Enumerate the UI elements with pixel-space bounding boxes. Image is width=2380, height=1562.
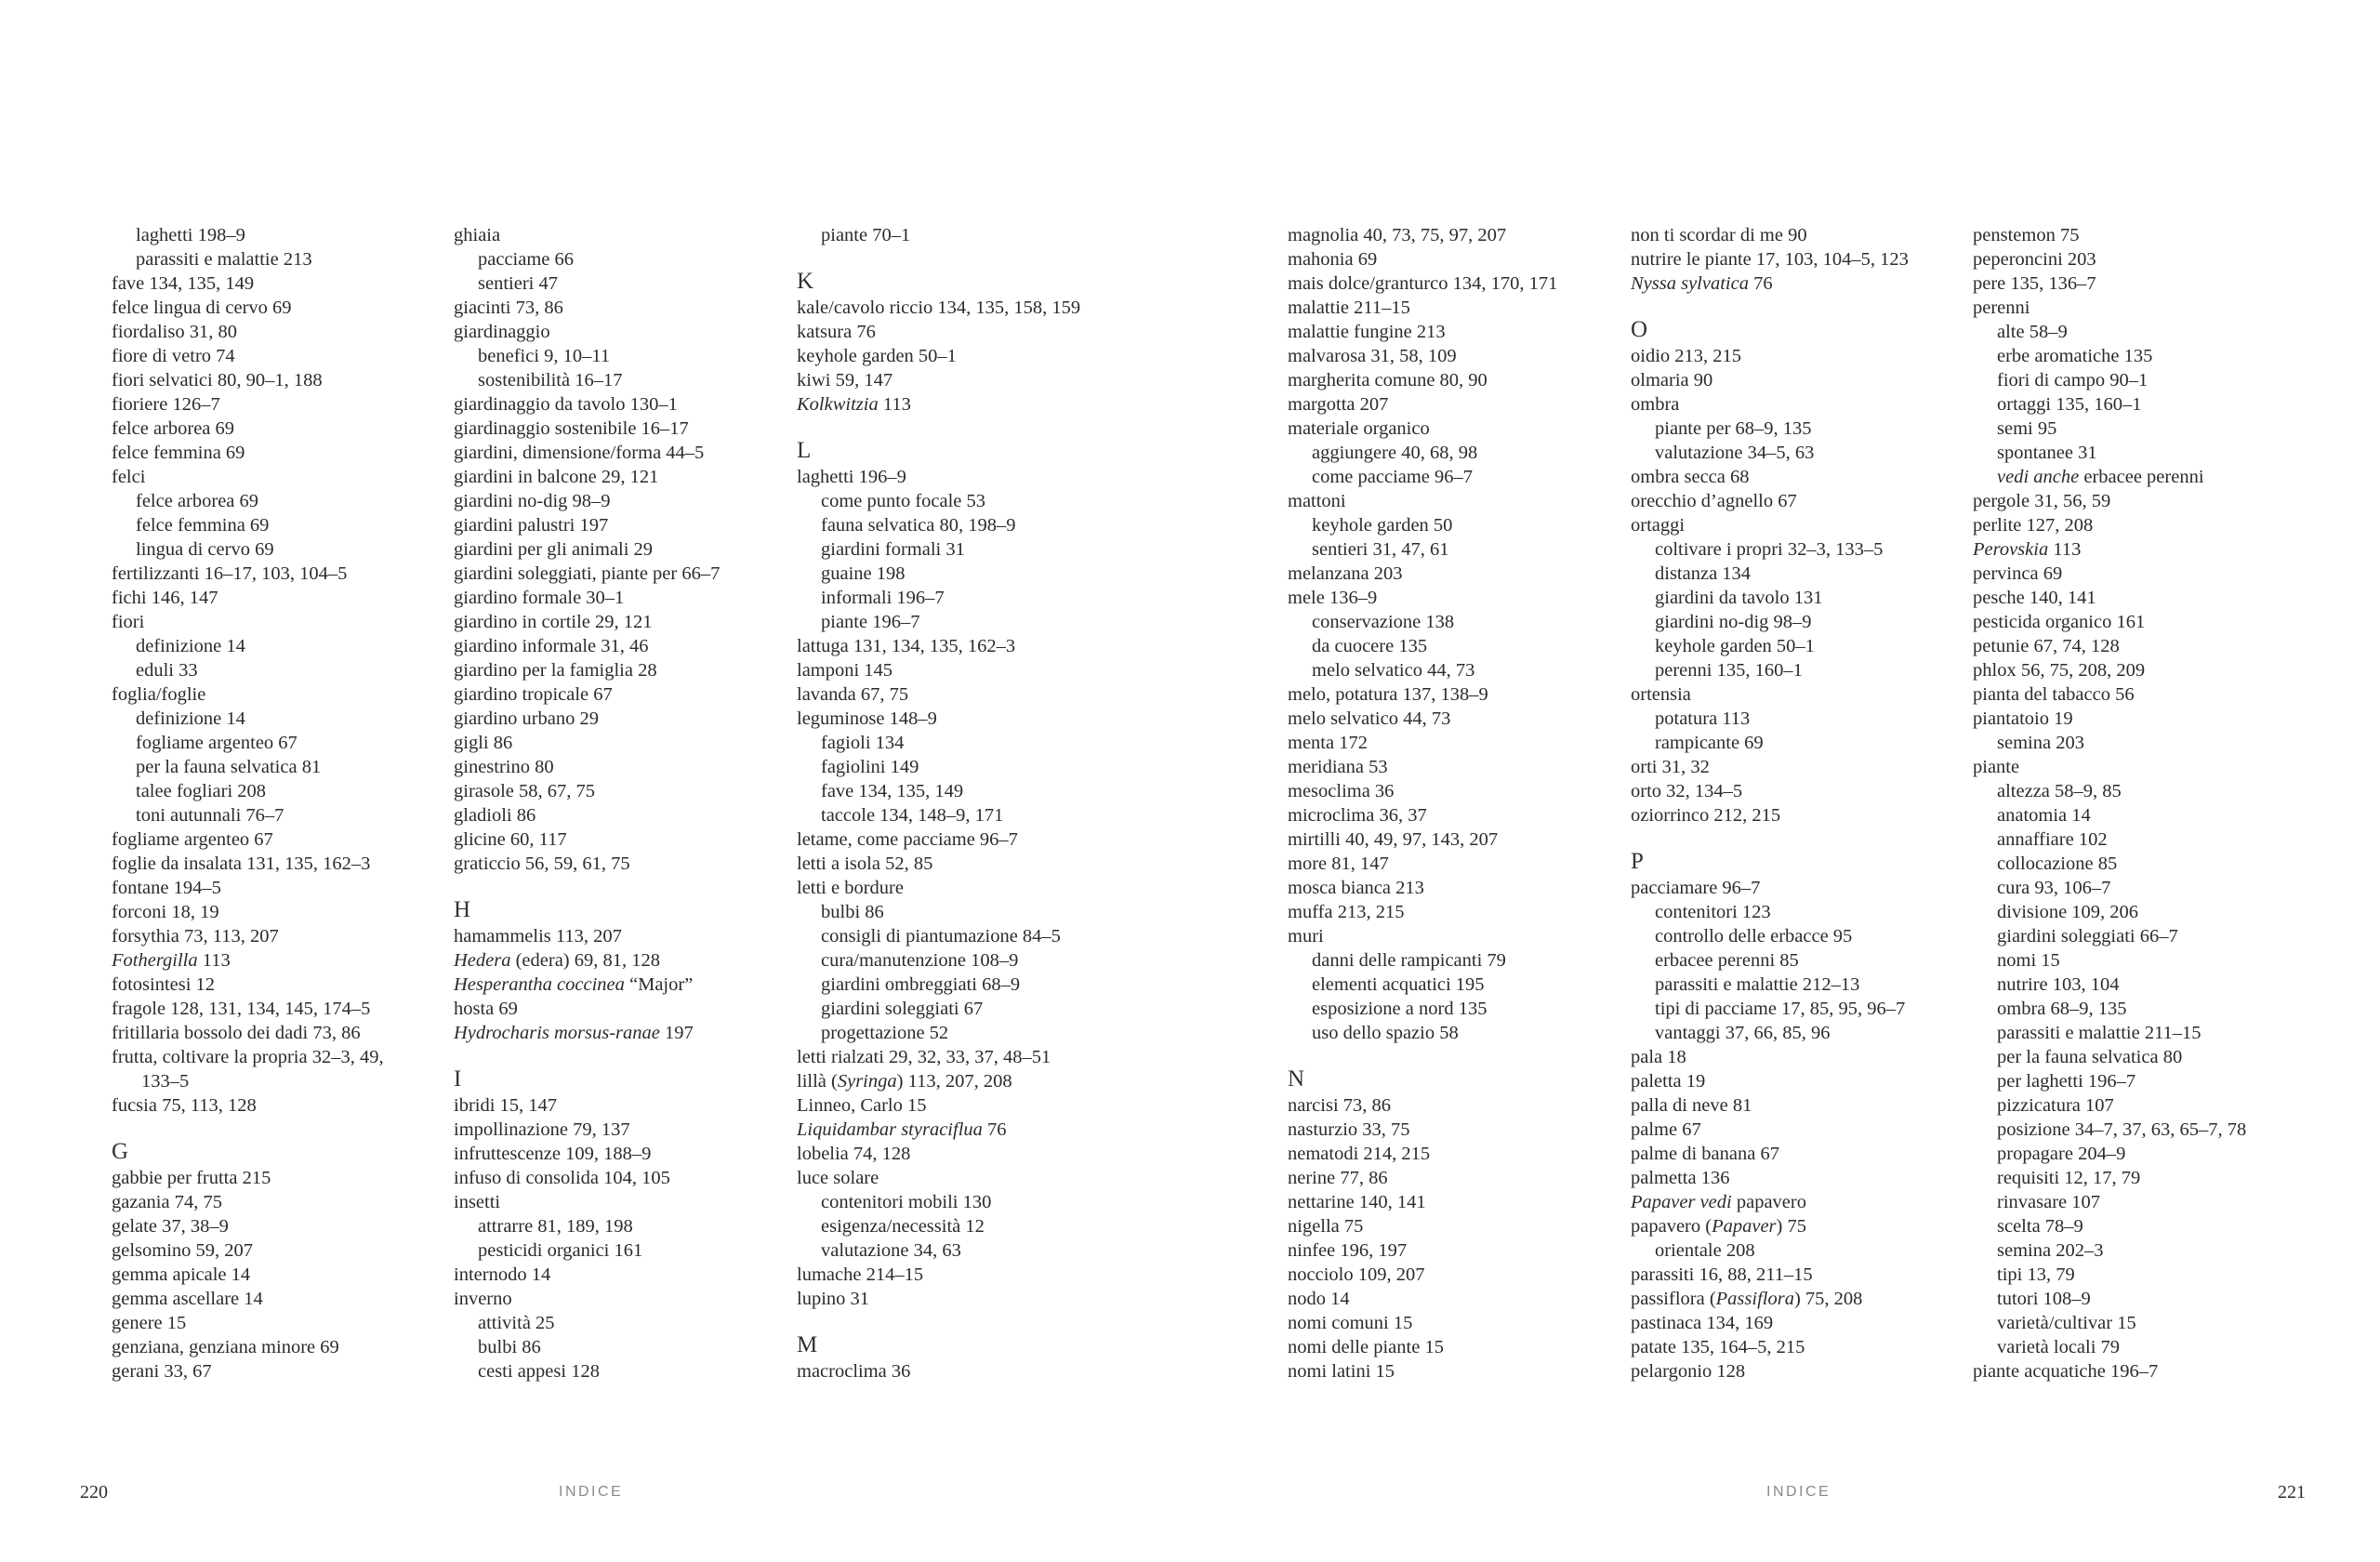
index-subentry: parassiti e malattie 212–13 bbox=[1655, 974, 1860, 995]
section-letter: G bbox=[112, 1139, 129, 1164]
index-subentry: orientale 208 bbox=[1655, 1240, 1755, 1261]
index-entry: fritillaria bossolo dei dadi 73, 86 bbox=[112, 1023, 361, 1043]
index-entry: giardini in balcone 29, 121 bbox=[454, 467, 659, 487]
index-entry: paletta 19 bbox=[1631, 1071, 1706, 1092]
index-entry: lavanda 67, 75 bbox=[797, 684, 909, 705]
section-gap bbox=[454, 876, 774, 896]
index-entry: felce arborea 69 bbox=[112, 418, 235, 439]
index-entry: fotosintesi 12 bbox=[112, 974, 216, 995]
index-entry: fioriere 126–7 bbox=[112, 394, 220, 415]
index-subentry: distanza 134 bbox=[1655, 563, 1752, 584]
index-entry: oidio 213, 215 bbox=[1631, 346, 1742, 366]
index-subentry: sentieri 47 bbox=[478, 273, 558, 294]
index-entry: letti rialzati 29, 32, 33, 37, 48–51 bbox=[797, 1047, 1051, 1067]
section-gap bbox=[797, 417, 1117, 437]
index-subentry: erbe aromatiche 135 bbox=[1997, 346, 2153, 366]
index-subentry: eduli 33 bbox=[136, 660, 198, 681]
index-subentry: rinvasare 107 bbox=[1997, 1192, 2100, 1212]
index-entry: giardinaggio bbox=[454, 322, 550, 342]
index-entry: ortaggi bbox=[1631, 515, 1686, 536]
page-number-left: 220 bbox=[80, 1482, 108, 1502]
index-subentry: varietà locali 79 bbox=[1997, 1337, 2121, 1357]
index-entry: mesoclima 36 bbox=[1288, 781, 1395, 801]
index-entry: genziana, genziana minore 69 bbox=[112, 1337, 339, 1357]
index-subentry: 133–5 bbox=[141, 1071, 190, 1092]
index-entry: orecchio d’agnello 67 bbox=[1631, 491, 1797, 511]
index-subentry: come punto focale 53 bbox=[821, 491, 986, 511]
index-entry: malattie 211–15 bbox=[1288, 298, 1410, 318]
index-subentry: fauna selvatica 80, 198–9 bbox=[821, 515, 1016, 536]
index-entry: nutrire le piante 17, 103, 104–5, 123 bbox=[1631, 249, 1909, 270]
index-subentry: collocazione 85 bbox=[1997, 854, 2118, 874]
index-entry: narcisi 73, 86 bbox=[1288, 1095, 1392, 1116]
index-entry: Hedera (edera) 69, 81, 128 bbox=[454, 950, 661, 971]
index-entry: papavero (Papaver) 75 bbox=[1631, 1216, 1806, 1237]
index-entry: mirtilli 40, 49, 97, 143, 207 bbox=[1288, 829, 1499, 850]
index-subentry: ortaggi 135, 160–1 bbox=[1997, 394, 2142, 415]
index-entry: pervinca 69 bbox=[1973, 563, 2063, 584]
index-entry: lumache 214–15 bbox=[797, 1264, 924, 1285]
index-subentry: toni autunnali 76–7 bbox=[136, 805, 284, 826]
index-subentry: parassiti e malattie 211–15 bbox=[1997, 1023, 2202, 1043]
index-entry: mele 136–9 bbox=[1288, 588, 1378, 608]
index-entry: frutta, coltivare la propria 32–3, 49, bbox=[112, 1047, 384, 1067]
index-entry: laghetti 196–9 bbox=[797, 467, 906, 487]
section-gap bbox=[797, 1311, 1117, 1331]
index-subentry: bulbi 86 bbox=[478, 1337, 541, 1357]
index-subentry: bulbi 86 bbox=[821, 902, 884, 922]
index-entry: peperoncini 203 bbox=[1973, 249, 2096, 270]
index-entry: felci bbox=[112, 467, 146, 487]
index-entry: kiwi 59, 147 bbox=[797, 370, 893, 390]
index-subentry: alte 58–9 bbox=[1997, 322, 2068, 342]
index-entry: gemma apicale 14 bbox=[112, 1264, 251, 1285]
index-entry: petunie 67, 74, 128 bbox=[1973, 636, 2120, 656]
index-entry: lillà (Syringa) 113, 207, 208 bbox=[797, 1071, 1012, 1092]
index-subentry: contenitori mobili 130 bbox=[821, 1192, 992, 1212]
index-entry: foglia/foglie bbox=[112, 684, 206, 705]
index-subentry: fogliame argenteo 67 bbox=[136, 733, 298, 753]
index-entry: inverno bbox=[454, 1289, 512, 1309]
index-entry: penstemon 75 bbox=[1973, 225, 2080, 245]
index-entry: nomi latini 15 bbox=[1288, 1361, 1395, 1382]
index-subentry: valutazione 34, 63 bbox=[821, 1240, 961, 1261]
index-subentry: felce femmina 69 bbox=[136, 515, 270, 536]
index-entry: mahonia 69 bbox=[1288, 249, 1378, 270]
index-entry: Hydrocharis morsus-ranae 197 bbox=[454, 1023, 694, 1043]
index-subentry: esigenza/necessità 12 bbox=[821, 1216, 985, 1237]
index-subentry: guaine 198 bbox=[821, 563, 906, 584]
index-subentry: fagiolini 149 bbox=[821, 757, 919, 777]
index-subentry: come pacciame 96–7 bbox=[1312, 467, 1474, 487]
index-subentry: annaffiare 102 bbox=[1997, 829, 2108, 850]
index-subentry: uso dello spazio 58 bbox=[1312, 1023, 1459, 1043]
index-entry: patate 135, 164–5, 215 bbox=[1631, 1337, 1805, 1357]
index-subentry: consigli di piantumazione 84–5 bbox=[821, 926, 1061, 946]
index-subentry: per la fauna selvatica 81 bbox=[136, 757, 322, 777]
index-subentry: tipi 13, 79 bbox=[1997, 1264, 2075, 1285]
index-column-4 bbox=[1288, 223, 1608, 1383]
index-entry: girasole 58, 67, 75 bbox=[454, 781, 596, 801]
index-subentry: ombra 68–9, 135 bbox=[1997, 999, 2127, 1019]
section-gap bbox=[1631, 827, 1951, 848]
index-entry: pesche 140, 141 bbox=[1973, 588, 2096, 608]
index-entry: palla di neve 81 bbox=[1631, 1095, 1752, 1116]
index-subentry: vantaggi 37, 66, 85, 96 bbox=[1655, 1023, 1831, 1043]
index-entry: giardino in cortile 29, 121 bbox=[454, 612, 653, 632]
index-subentry: piante 196–7 bbox=[821, 612, 920, 632]
index-entry: giardini palustri 197 bbox=[454, 515, 609, 536]
index-entry: luce solare bbox=[797, 1168, 879, 1188]
index-subentry: per la fauna selvatica 80 bbox=[1997, 1047, 2183, 1067]
index-entry: orti 31, 32 bbox=[1631, 757, 1710, 777]
section-letter: P bbox=[1631, 849, 1644, 874]
index-subentry: progettazione 52 bbox=[821, 1023, 949, 1043]
index-entry: materiale organico bbox=[1288, 418, 1430, 439]
index-entry: glicine 60, 117 bbox=[454, 829, 567, 850]
index-subentry: giardini formali 31 bbox=[821, 539, 965, 560]
index-entry: more 81, 147 bbox=[1288, 854, 1389, 874]
index-subentry: benefici 9, 10–11 bbox=[478, 346, 611, 366]
index-subentry: giardini soleggiati 67 bbox=[821, 999, 984, 1019]
index-entry: passiflora (Passiflora) 75, 208 bbox=[1631, 1289, 1863, 1309]
index-column-1 bbox=[112, 223, 432, 1383]
index-subentry: lingua di cervo 69 bbox=[136, 539, 274, 560]
index-subentry: altezza 58–9, 85 bbox=[1997, 781, 2122, 801]
index-entry: margotta 207 bbox=[1288, 394, 1389, 415]
running-head-left: INDICE bbox=[559, 1484, 624, 1500]
index-subentry: pizzicatura 107 bbox=[1997, 1095, 2114, 1116]
index-subentry: vedi anche erbacee perenni bbox=[1997, 467, 2204, 487]
index-entry: nerine 77, 86 bbox=[1288, 1168, 1388, 1188]
index-entry: Perovskia 113 bbox=[1973, 539, 2082, 560]
index-entry: fave 134, 135, 149 bbox=[112, 273, 255, 294]
index-entry: internodo 14 bbox=[454, 1264, 551, 1285]
index-entry: mosca bianca 213 bbox=[1288, 878, 1424, 898]
index-subentry: laghetti 198–9 bbox=[136, 225, 245, 245]
index-subentry: definizione 14 bbox=[136, 708, 245, 729]
section-letter: M bbox=[797, 1332, 818, 1357]
index-entry: nematodi 214, 215 bbox=[1288, 1144, 1431, 1164]
index-entry: Hesperantha coccinea “Major” bbox=[454, 974, 694, 995]
index-subentry: keyhole garden 50–1 bbox=[1655, 636, 1815, 656]
index-entry: perlite 127, 208 bbox=[1973, 515, 2094, 536]
index-entry: microclima 36, 37 bbox=[1288, 805, 1427, 826]
section-gap bbox=[1631, 296, 1951, 316]
index-subentry: scelta 78–9 bbox=[1997, 1216, 2083, 1237]
index-subentry: tutori 108–9 bbox=[1997, 1289, 2091, 1309]
index-entry: ortensia bbox=[1631, 684, 1691, 705]
index-entry: muri bbox=[1288, 926, 1324, 946]
index-subentry: piante per 68–9, 135 bbox=[1655, 418, 1812, 439]
index-entry: nodo 14 bbox=[1288, 1289, 1350, 1309]
index-entry: ibridi 15, 147 bbox=[454, 1095, 558, 1116]
index-entry: genere 15 bbox=[112, 1313, 187, 1333]
index-subentry: potatura 113 bbox=[1655, 708, 1751, 729]
index-subentry: propagare 204–9 bbox=[1997, 1144, 2126, 1164]
index-entry: leguminose 148–9 bbox=[797, 708, 937, 729]
index-entry: forsythia 73, 113, 207 bbox=[112, 926, 279, 946]
index-subentry: semi 95 bbox=[1997, 418, 2057, 439]
index-entry: lattuga 131, 134, 135, 162–3 bbox=[797, 636, 1016, 656]
index-subentry: definizione 14 bbox=[136, 636, 245, 656]
index-subentry: semina 203 bbox=[1997, 733, 2084, 753]
index-subentry: elementi acquatici 195 bbox=[1312, 974, 1485, 995]
index-subentry: spontanee 31 bbox=[1997, 443, 2097, 463]
index-entry: orto 32, 134–5 bbox=[1631, 781, 1743, 801]
index-subentry: cura/manutenzione 108–9 bbox=[821, 950, 1019, 971]
index-entry: fucsia 75, 113, 128 bbox=[112, 1095, 257, 1116]
index-subentry: controllo delle erbacce 95 bbox=[1655, 926, 1853, 946]
index-entry: gabbie per frutta 215 bbox=[112, 1168, 271, 1188]
index-column-5 bbox=[1631, 223, 1951, 1383]
index-subentry: sostenibilità 16–17 bbox=[478, 370, 623, 390]
index-subentry: talee fogliari 208 bbox=[136, 781, 267, 801]
section-letter: N bbox=[1288, 1066, 1305, 1092]
index-entry: pastinaca 134, 169 bbox=[1631, 1313, 1774, 1333]
index-entry: graticcio 56, 59, 61, 75 bbox=[454, 854, 630, 874]
index-entry: mais dolce/granturco 134, 170, 171 bbox=[1288, 273, 1558, 294]
index-entry: Nyssa sylvatica 76 bbox=[1631, 273, 1773, 294]
index-subentry: pesticidi organici 161 bbox=[478, 1240, 643, 1261]
index-subentry: cesti appesi 128 bbox=[478, 1361, 600, 1382]
index-entry: giardino per la famiglia 28 bbox=[454, 660, 657, 681]
index-subentry: sentieri 31, 47, 61 bbox=[1312, 539, 1449, 560]
index-entry: fichi 146, 147 bbox=[112, 588, 218, 608]
section-gap bbox=[797, 247, 1117, 268]
index-entry: katsura 76 bbox=[797, 322, 876, 342]
index-entry: fiore di vetro 74 bbox=[112, 346, 235, 366]
index-entry: lamponi 145 bbox=[797, 660, 893, 681]
index-entry: nomi comuni 15 bbox=[1288, 1313, 1413, 1333]
index-entry: keyhole garden 50–1 bbox=[797, 346, 957, 366]
index-entry: gemma ascellare 14 bbox=[112, 1289, 263, 1309]
page-number-right: 221 bbox=[2278, 1482, 2306, 1502]
index-entry: giardini no-dig 98–9 bbox=[454, 491, 611, 511]
index-entry: menta 172 bbox=[1288, 733, 1368, 753]
index-column-2 bbox=[454, 223, 774, 1383]
index-entry: nigella 75 bbox=[1288, 1216, 1364, 1237]
index-entry: Liquidambar styraciflua 76 bbox=[797, 1119, 1007, 1140]
index-entry: oziorrinco 212, 215 bbox=[1631, 805, 1781, 826]
index-entry: ombra secca 68 bbox=[1631, 467, 1750, 487]
index-entry: fiordaliso 31, 80 bbox=[112, 322, 237, 342]
index-subentry: requisiti 12, 17, 79 bbox=[1997, 1168, 2141, 1188]
index-subentry: felce arborea 69 bbox=[136, 491, 259, 511]
index-entry: piante bbox=[1973, 757, 2020, 777]
index-subentry: pacciame 66 bbox=[478, 249, 575, 270]
index-entry: melanzana 203 bbox=[1288, 563, 1403, 584]
index-subentry: cura 93, 106–7 bbox=[1997, 878, 2111, 898]
index-entry: fontane 194–5 bbox=[112, 878, 221, 898]
index-subentry: varietà/cultivar 15 bbox=[1997, 1313, 2136, 1333]
index-entry: nomi delle piante 15 bbox=[1288, 1337, 1444, 1357]
index-subentry: fiori di campo 90–1 bbox=[1997, 370, 2149, 390]
index-subentry: tipi di pacciame 17, 85, 95, 96–7 bbox=[1655, 999, 1906, 1019]
index-subentry: giardini soleggiati 66–7 bbox=[1997, 926, 2178, 946]
index-entry: fragole 128, 131, 134, 145, 174–5 bbox=[112, 999, 371, 1019]
section-letter: K bbox=[797, 269, 814, 294]
index-subentry: keyhole garden 50 bbox=[1312, 515, 1453, 536]
index-entry: gazania 74, 75 bbox=[112, 1192, 222, 1212]
index-subentry: rampicante 69 bbox=[1655, 733, 1764, 753]
index-subentry: anatomia 14 bbox=[1997, 805, 2091, 826]
index-entry: Fothergilla 113 bbox=[112, 950, 231, 971]
index-entry: piante acquatiche 196–7 bbox=[1973, 1361, 2159, 1382]
section-gap bbox=[1288, 1045, 1608, 1066]
index-subentry: danni delle rampicanti 79 bbox=[1312, 950, 1506, 971]
running-head-right: INDICE bbox=[1766, 1484, 1831, 1500]
index-subentry: semina 202–3 bbox=[1997, 1240, 2104, 1261]
section-letter: I bbox=[454, 1066, 462, 1092]
index-entry: nettarine 140, 141 bbox=[1288, 1192, 1426, 1212]
index-subentry: nutrire 103, 104 bbox=[1997, 974, 2120, 995]
index-entry: piantatoio 19 bbox=[1973, 708, 2073, 729]
index-entry: giardino urbano 29 bbox=[454, 708, 599, 729]
index-entry: ninfee 196, 197 bbox=[1288, 1240, 1408, 1261]
index-entry: letti a isola 52, 85 bbox=[797, 854, 933, 874]
index-entry: muffa 213, 215 bbox=[1288, 902, 1405, 922]
index-subentry: attrarre 81, 189, 198 bbox=[478, 1216, 633, 1237]
index-subentry: piante 70–1 bbox=[821, 225, 911, 245]
index-entry: pere 135, 136–7 bbox=[1973, 273, 2096, 294]
index-entry: kale/cavolo riccio 134, 135, 158, 159 bbox=[797, 298, 1081, 318]
index-entry: infuso di consolida 104, 105 bbox=[454, 1168, 670, 1188]
index-entry: non ti scordar di me 90 bbox=[1631, 225, 1807, 245]
index-entry: Papaver vedi papavero bbox=[1631, 1192, 1806, 1212]
index-subentry: fagioli 134 bbox=[821, 733, 905, 753]
index-entry: infruttescenze 109, 188–9 bbox=[454, 1144, 652, 1164]
index-entry: ghiaia bbox=[454, 225, 501, 245]
index-subentry: erbacee perenni 85 bbox=[1655, 950, 1799, 971]
right-page bbox=[1190, 0, 2380, 1562]
index-entry: fiori selvatici 80, 90–1, 188 bbox=[112, 370, 323, 390]
index-subentry: giardini ombreggiati 68–9 bbox=[821, 974, 1021, 995]
index-entry: pergole 31, 56, 59 bbox=[1973, 491, 2111, 511]
index-entry: perenni bbox=[1973, 298, 2030, 318]
index-entry: gelsomino 59, 207 bbox=[112, 1240, 254, 1261]
index-subentry: conservazione 138 bbox=[1312, 612, 1455, 632]
index-entry: impollinazione 79, 137 bbox=[454, 1119, 630, 1140]
section-gap bbox=[454, 1045, 774, 1066]
index-entry: giacinti 73, 86 bbox=[454, 298, 563, 318]
index-subentry: da cuocere 135 bbox=[1312, 636, 1428, 656]
index-entry: ombra bbox=[1631, 394, 1680, 415]
index-entry: giardinaggio da tavolo 130–1 bbox=[454, 394, 678, 415]
index-entry: gladioli 86 bbox=[454, 805, 536, 826]
index-subentry: perenni 135, 160–1 bbox=[1655, 660, 1803, 681]
section-gap bbox=[112, 1118, 432, 1138]
index-entry: giardinaggio sostenibile 16–17 bbox=[454, 418, 689, 439]
section-letter: O bbox=[1631, 317, 1648, 342]
index-entry: letti e bordure bbox=[797, 878, 904, 898]
index-entry: melo, potatura 137, 138–9 bbox=[1288, 684, 1488, 705]
index-entry: palmetta 136 bbox=[1631, 1168, 1730, 1188]
index-entry: hosta 69 bbox=[454, 999, 518, 1019]
index-entry: palme 67 bbox=[1631, 1119, 1701, 1140]
index-entry: melo selvatico 44, 73 bbox=[1288, 708, 1451, 729]
index-subentry: melo selvatico 44, 73 bbox=[1312, 660, 1475, 681]
index-entry: giardino informale 31, 46 bbox=[454, 636, 649, 656]
index-entry: giardino formale 30–1 bbox=[454, 588, 625, 608]
index-entry: felce lingua di cervo 69 bbox=[112, 298, 292, 318]
index-subentry: taccole 134, 148–9, 171 bbox=[821, 805, 1004, 826]
index-entry: letame, come pacciame 96–7 bbox=[797, 829, 1018, 850]
index-entry: lobelia 74, 128 bbox=[797, 1144, 911, 1164]
index-entry: margherita comune 80, 90 bbox=[1288, 370, 1488, 390]
index-entry: pacciamare 96–7 bbox=[1631, 878, 1761, 898]
index-subentry: fave 134, 135, 149 bbox=[821, 781, 964, 801]
index-subentry: giardini no-dig 98–9 bbox=[1655, 612, 1812, 632]
index-entry: fertilizzanti 16–17, 103, 104–5 bbox=[112, 563, 348, 584]
index-entry: malvarosa 31, 58, 109 bbox=[1288, 346, 1457, 366]
index-entry: giardini soleggiati, piante per 66–7 bbox=[454, 563, 721, 584]
index-subentry: parassiti e malattie 213 bbox=[136, 249, 312, 270]
index-entry: macroclima 36 bbox=[797, 1361, 911, 1382]
index-entry: fogliame argenteo 67 bbox=[112, 829, 273, 850]
index-entry: Kolkwitzia 113 bbox=[797, 394, 911, 415]
index-entry: foglie da insalata 131, 135, 162–3 bbox=[112, 854, 371, 874]
index-entry: fiori bbox=[112, 612, 145, 632]
index-column-6 bbox=[1973, 223, 2294, 1383]
index-subentry: contenitori 123 bbox=[1655, 902, 1771, 922]
index-entry: giardini per gli animali 29 bbox=[454, 539, 654, 560]
index-entry: Linneo, Carlo 15 bbox=[797, 1095, 927, 1116]
index-entry: hamammelis 113, 207 bbox=[454, 926, 622, 946]
index-entry: lupino 31 bbox=[797, 1289, 870, 1309]
index-entry: nasturzio 33, 75 bbox=[1288, 1119, 1410, 1140]
index-entry: giardini, dimensione/forma 44–5 bbox=[454, 443, 705, 463]
index-subentry: attività 25 bbox=[478, 1313, 555, 1333]
index-entry: gerani 33, 67 bbox=[112, 1361, 212, 1382]
index-entry: malattie fungine 213 bbox=[1288, 322, 1446, 342]
index-entry: parassiti 16, 88, 211–15 bbox=[1631, 1264, 1813, 1285]
index-entry: forconi 18, 19 bbox=[112, 902, 219, 922]
index-column-3 bbox=[797, 223, 1117, 1383]
index-entry: nocciolo 109, 207 bbox=[1288, 1264, 1425, 1285]
index-entry: ginestrino 80 bbox=[454, 757, 554, 777]
index-entry: insetti bbox=[454, 1192, 501, 1212]
index-entry: gelate 37, 38–9 bbox=[112, 1216, 229, 1237]
section-letter: H bbox=[454, 897, 471, 922]
index-subentry: posizione 34–7, 37, 63, 65–7, 78 bbox=[1997, 1119, 2247, 1140]
index-entry: pesticida organico 161 bbox=[1973, 612, 2146, 632]
index-subentry: nomi 15 bbox=[1997, 950, 2060, 971]
index-subentry: divisione 109, 206 bbox=[1997, 902, 2139, 922]
index-entry: felce femmina 69 bbox=[112, 443, 245, 463]
index-entry: magnolia 40, 73, 75, 97, 207 bbox=[1288, 225, 1507, 245]
index-entry: meridiana 53 bbox=[1288, 757, 1388, 777]
index-subentry: giardini da tavolo 131 bbox=[1655, 588, 1823, 608]
index-entry: giardino tropicale 67 bbox=[454, 684, 613, 705]
index-subentry: coltivare i propri 32–3, 133–5 bbox=[1655, 539, 1884, 560]
index-subentry: esposizione a nord 135 bbox=[1312, 999, 1488, 1019]
index-entry: pala 18 bbox=[1631, 1047, 1686, 1067]
index-entry: pelargonio 128 bbox=[1631, 1361, 1746, 1382]
index-subentry: per laghetti 196–7 bbox=[1997, 1071, 2136, 1092]
index-subentry: valutazione 34–5, 63 bbox=[1655, 443, 1815, 463]
index-entry: gigli 86 bbox=[454, 733, 513, 753]
index-entry: palme di banana 67 bbox=[1631, 1144, 1779, 1164]
index-entry: mattoni bbox=[1288, 491, 1346, 511]
index-entry: phlox 56, 75, 208, 209 bbox=[1973, 660, 2146, 681]
section-letter: L bbox=[797, 438, 812, 463]
index-subentry: aggiungere 40, 68, 98 bbox=[1312, 443, 1478, 463]
index-entry: pianta del tabacco 56 bbox=[1973, 684, 2135, 705]
index-entry: olmaria 90 bbox=[1631, 370, 1713, 390]
index-subentry: informali 196–7 bbox=[821, 588, 945, 608]
